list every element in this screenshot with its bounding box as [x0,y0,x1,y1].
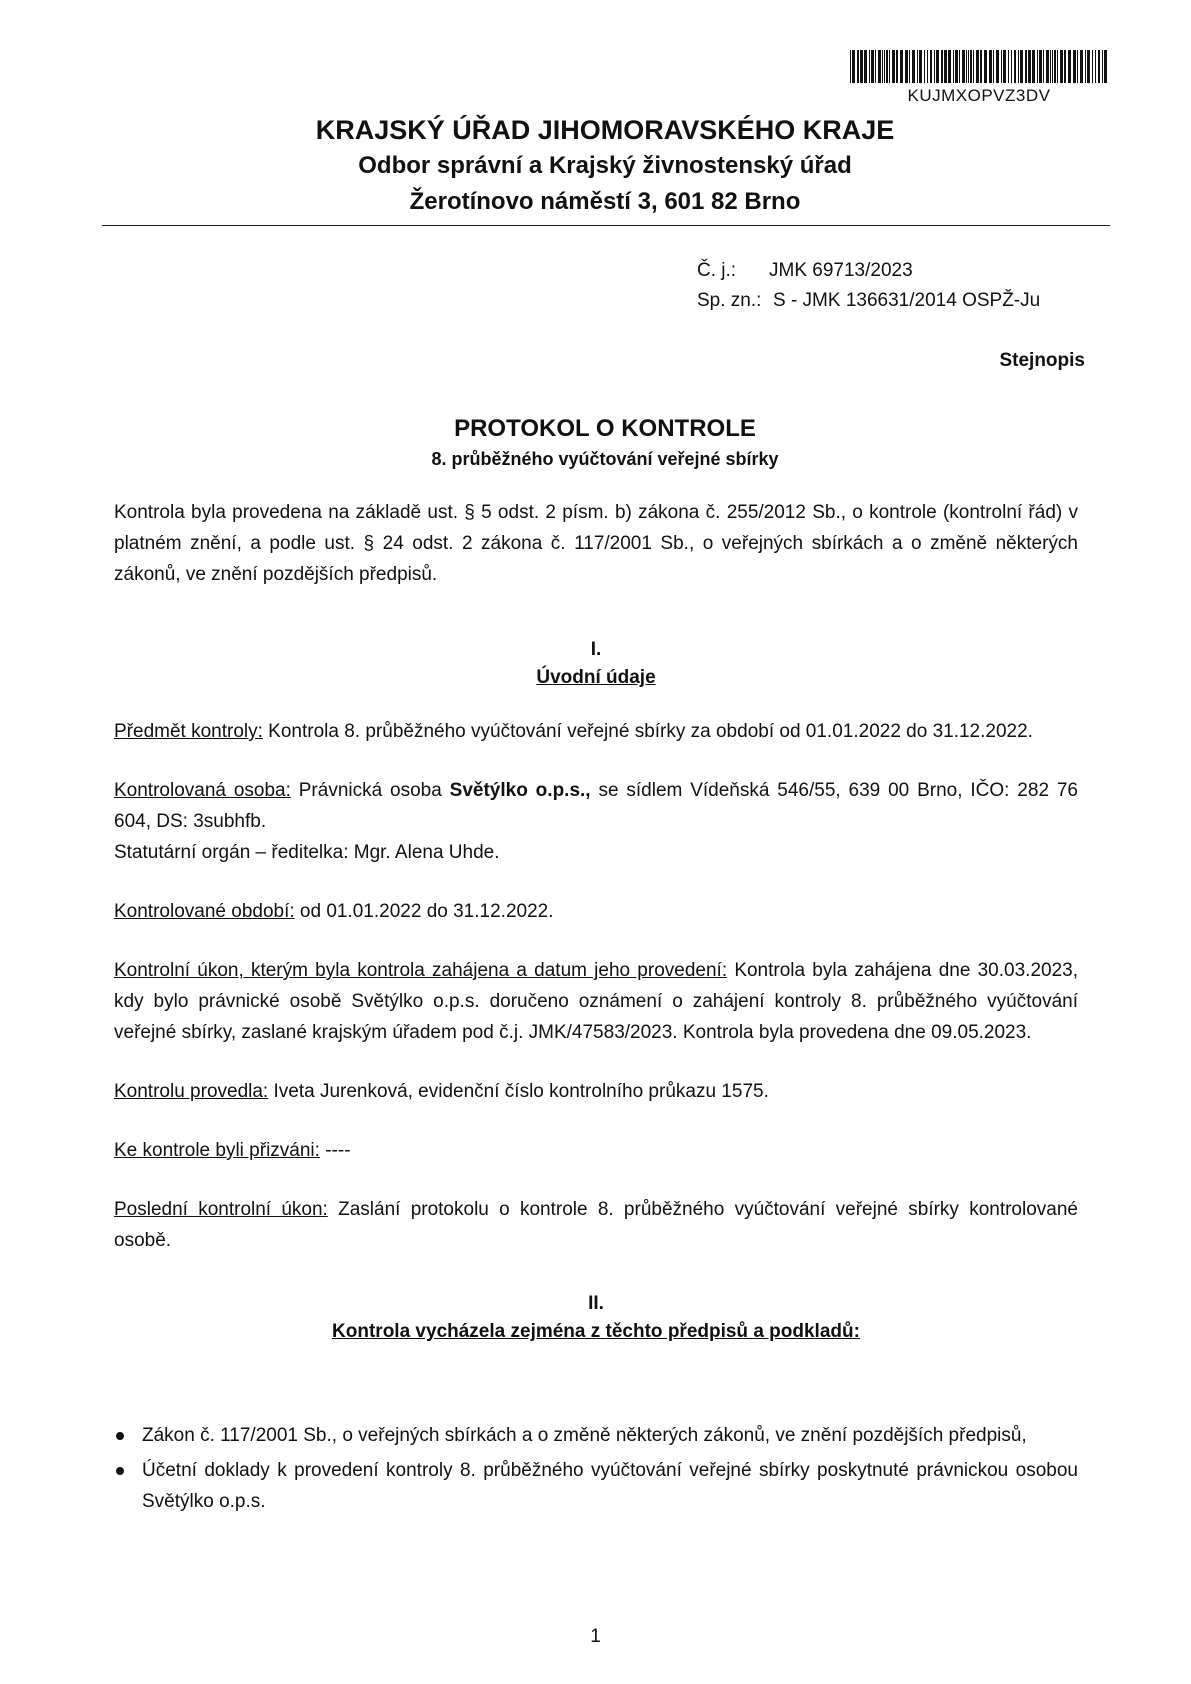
section-2-heading: Kontrola vycházela zejména z těchto předpisů a podkladů: [332,1321,860,1342]
source-list [114,1420,1078,1521]
list-item [114,1455,1078,1517]
section-2-number: II. [588,1293,604,1314]
bullet-icon [116,1467,124,1475]
statutory-body: Statutární orgán – ředitelka: Mgr. Alena Uhde. [114,842,500,863]
file-mark-label: Sp. zn.: [697,290,762,311]
page-number: 1 [590,1626,601,1647]
authority-name: KRAJSKÝ ÚŘAD JIHOMORAVSKÉHO KRAJE [315,115,895,145]
subject-paragraph [114,716,1078,747]
period-text: od 01.01.2022 do 31.12.2022. [294,901,554,922]
section-1-heading: Úvodní údaje [536,667,656,688]
case-number-row [697,256,1040,286]
list-item-text: Účetní doklady k provedení kontroly 8. průběžného vyúčtování veřejné sbírky poskytnuté právnickou osobou Světýlko o.p.s. [142,1460,1078,1512]
copy-mark: Stejnopis [999,350,1085,371]
invited-paragraph [114,1135,1078,1166]
authority-address: Žerotínovo náměstí 3, 601 82 Brno [409,188,801,215]
case-number-value: JMK 69713/2023 [769,260,913,281]
barcode-block [850,50,1108,106]
controlled-person-details: se sídlem Vídeňská 546/55, 639 00 Brno, IČO: 282 76 604, DS: 3subhfb. [114,780,1079,832]
file-mark-value: S - JMK 136631/2014 OSPŽ-Ju [773,290,1041,311]
department-name: Odbor správní a Krajský živnostenský úřad [358,152,852,179]
section-1-number: I. [590,639,602,660]
controlled-person-pre: Právnická osoba [290,780,450,801]
case-number-label: Č. j.: [697,260,737,281]
barcode-code: KUJMXOPVZ3DV [907,86,1051,105]
last-action-text: Zaslání protokolu o kontrole 8. průběžného vyúčtování veřejné sbírky kontrolované osobě. [114,1199,1078,1251]
invited-text: ---- [319,1140,351,1161]
controlled-person-name: Světýlko o.p.s., [449,780,591,801]
file-mark-row [697,286,1040,316]
performed-text: Iveta Jurenková, evidenční číslo kontrolního průkazu 1575. [268,1081,769,1102]
performed-label: Kontrolu provedla: [114,1081,269,1102]
start-text: Kontrola byla zahájena dne 30.03.2023, kdy bylo právnické osobě Světýlko o.p.s. doručeno oznámení o zahájení kontroly 8. průběžného vyúčtování veřejné sbírky, zaslané krajským úřadem pod č.j. JMK/47583/2023. Kontrola byla provedena dne 09.05.2023. [114,960,1078,1043]
bullet-icon [116,1432,124,1440]
intro-paragraph: Kontrola byla provedena na základě ust. § 5 odst. 2 písm. b) zákona č. 255/2012 Sb., o kontrole (kontrolní řád) v platném znění, a podle ust. § 24 odst. 2 zákona č. 117/2001 Sb., o veřejných sbírkách a o změně některých zákonů, ve znění pozdějších předpisů. [114,502,1078,585]
list-item [114,1420,1078,1451]
letterhead [100,112,1110,220]
period-label: Kontrolované období: [114,901,295,922]
invited-label: Ke kontrole byli přizváni: [114,1140,320,1161]
document-body [114,497,1078,1346]
last-action-paragraph [114,1194,1078,1256]
reference-numbers [697,256,1040,316]
document-title: PROTOKOL O KONTROLE [454,415,756,442]
document-subtitle: 8. průběžného vyúčtování veřejné sbírky [431,449,779,469]
controlled-person-label: Kontrolovaná osoba: [114,780,291,801]
start-label: Kontrolní úkon, kterým byla kontrola zahájena a datum jeho provedení: [114,960,728,981]
header-divider [102,225,1110,226]
barcode-image [850,50,1108,83]
controlled-person-paragraph [114,775,1078,837]
last-action-label: Poslední kontrolní úkon: [114,1199,328,1220]
subject-text: Kontrola 8. průběžného vyúčtování veřejné sbírky za období od 01.01.2022 do 31.12.2022. [262,721,1033,742]
list-item-text: Zákon č. 117/2001 Sb., o veřejných sbírkách a o změně některých zákonů, ve znění pozdějších předpisů, [142,1425,1027,1446]
subject-label: Předmět kontroly: [114,721,263,742]
period-paragraph [114,896,1078,927]
start-paragraph [114,955,1078,1048]
performed-paragraph [114,1076,1078,1107]
document-title-block [100,413,1110,473]
